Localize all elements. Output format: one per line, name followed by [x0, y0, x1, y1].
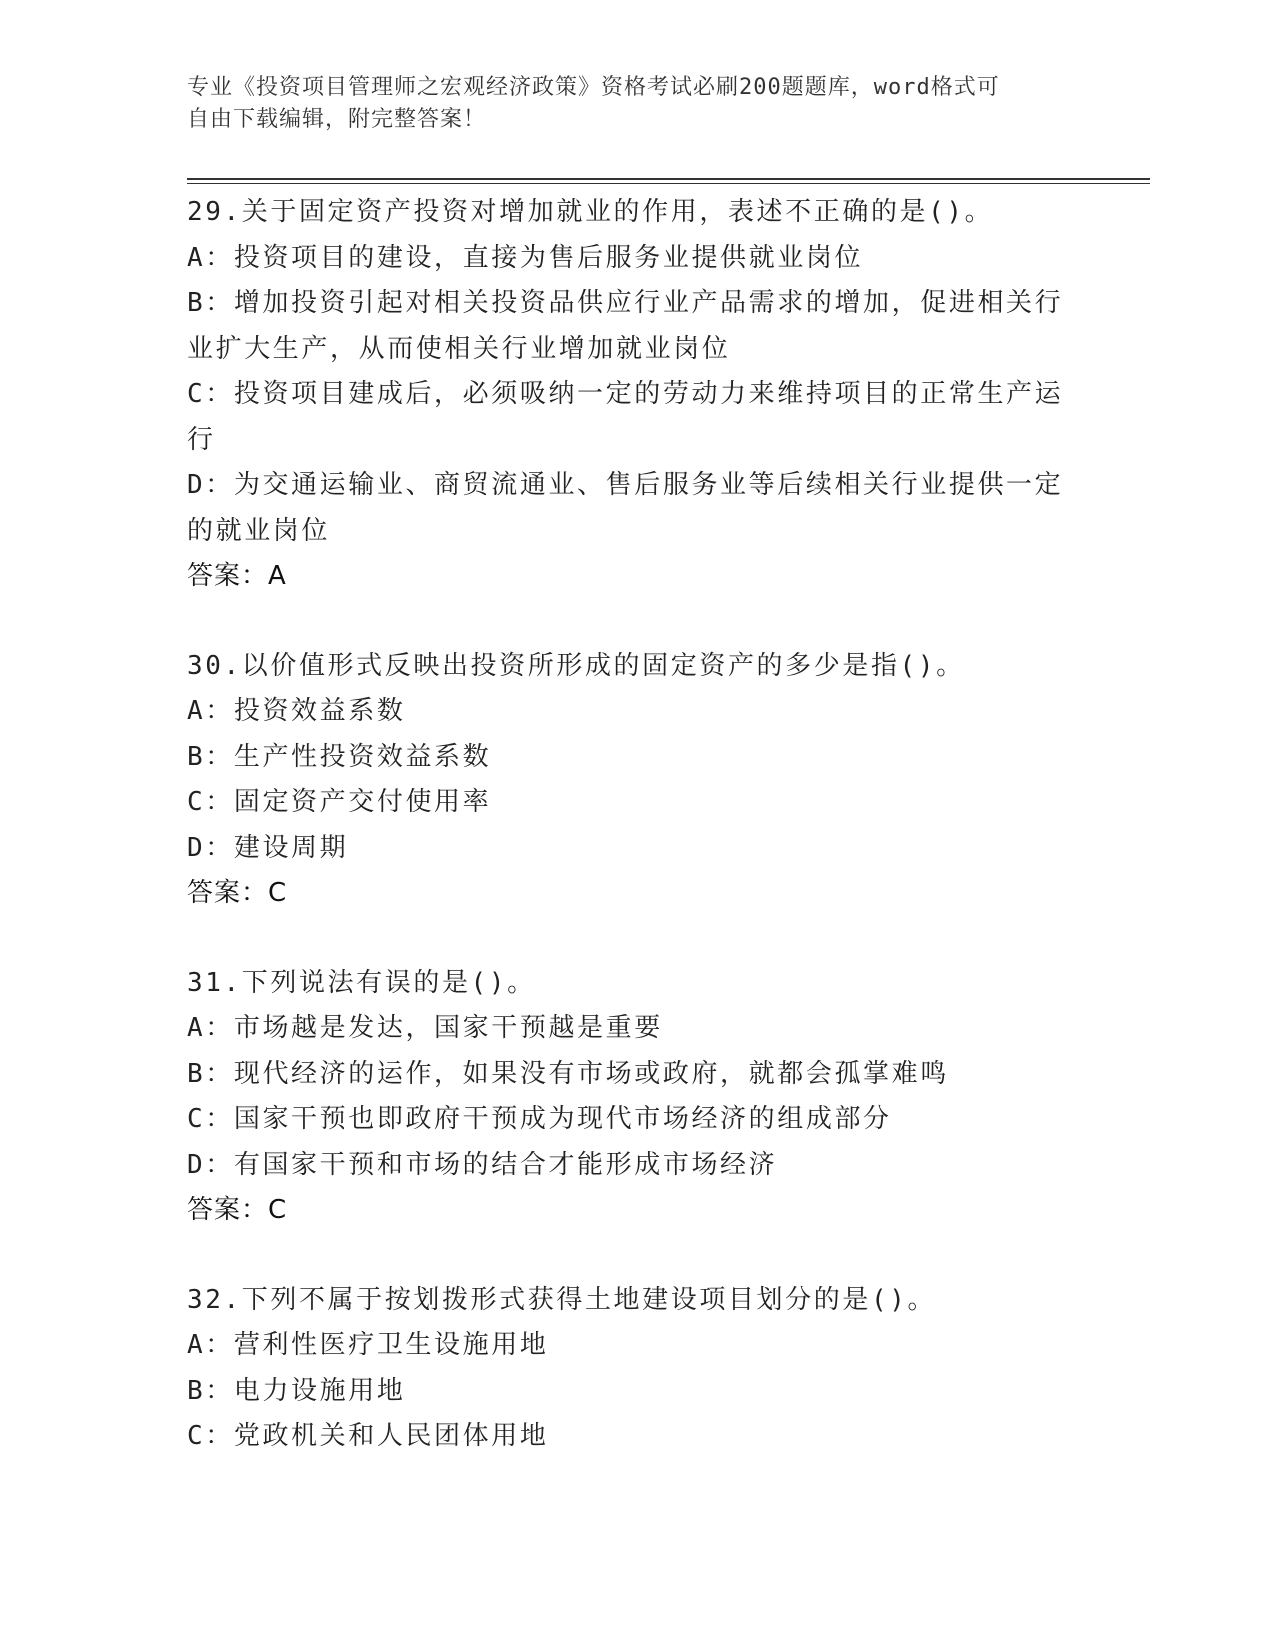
option-b: B：电力设施用地 [187, 1375, 406, 1406]
header-line-1: 专业《投资项目管理师之宏观经济政策》资格考试必刷200题题库，word格式可 [187, 75, 1000, 100]
question-stem: 29.关于固定资产投资对增加就业的作用，表述不正确的是()。 [187, 197, 994, 227]
header-divider-thick [187, 178, 1150, 180]
question-list [187, 190, 1067, 1504]
question-32 [187, 1278, 1067, 1460]
question-stem: 32.下列不属于按划拨形式获得土地建设项目划分的是()。 [187, 1284, 937, 1315]
option-c: C：党政机关和人民团体用地 [187, 1421, 549, 1451]
question-29 [187, 190, 1067, 600]
header-divider-thin [187, 183, 1150, 184]
question-stem: 30.以价值形式反映出投资所形成的固定资产的多少是指()。 [187, 650, 965, 681]
option-a: A：投资项目的建设，直接为售后服务业提供就业岗位 [187, 242, 864, 273]
option-d: D：为交通运输业、商贸流通业、售后服务业等后续相关行业提供一定的就业岗位 [187, 470, 1064, 546]
option-c: C：国家干预也即政府干预成为现代市场经济的组成部分 [187, 1104, 892, 1134]
answer-line: 答案：A [187, 561, 287, 591]
answer-line: 答案：C [187, 878, 288, 908]
header-line-2: 自由下载编辑，附完整答案！ [187, 107, 487, 132]
option-b: B：生产性投资效益系数 [187, 741, 492, 772]
question-31 [187, 961, 1067, 1234]
question-30 [187, 644, 1067, 917]
page-header [187, 72, 1067, 136]
option-c: C：投资项目建成后，必须吸纳一定的劳动力来维持项目的正常生产运行 [187, 379, 1064, 455]
option-d: D：建设周期 [187, 832, 349, 863]
option-b: B：增加投资引起对相关投资品供应行业产品需求的增加，促进相关行业扩大生产，从而使相关行业增加就业岗位 [187, 288, 1064, 364]
option-a: A：营利性医疗卫生设施用地 [187, 1330, 549, 1360]
question-stem: 31.下列说法有误的是()。 [187, 967, 536, 998]
option-d: D：有国家干预和市场的结合才能形成市场经济 [187, 1149, 778, 1180]
answer-line: 答案：C [187, 1195, 288, 1225]
option-c: C：固定资产交付使用率 [187, 787, 492, 817]
option-a: A：投资效益系数 [187, 696, 406, 726]
option-a: A：市场越是发达，国家干预越是重要 [187, 1013, 663, 1043]
option-b: B：现代经济的运作，如果没有市场或政府，就都会孤掌难鸣 [187, 1058, 949, 1089]
